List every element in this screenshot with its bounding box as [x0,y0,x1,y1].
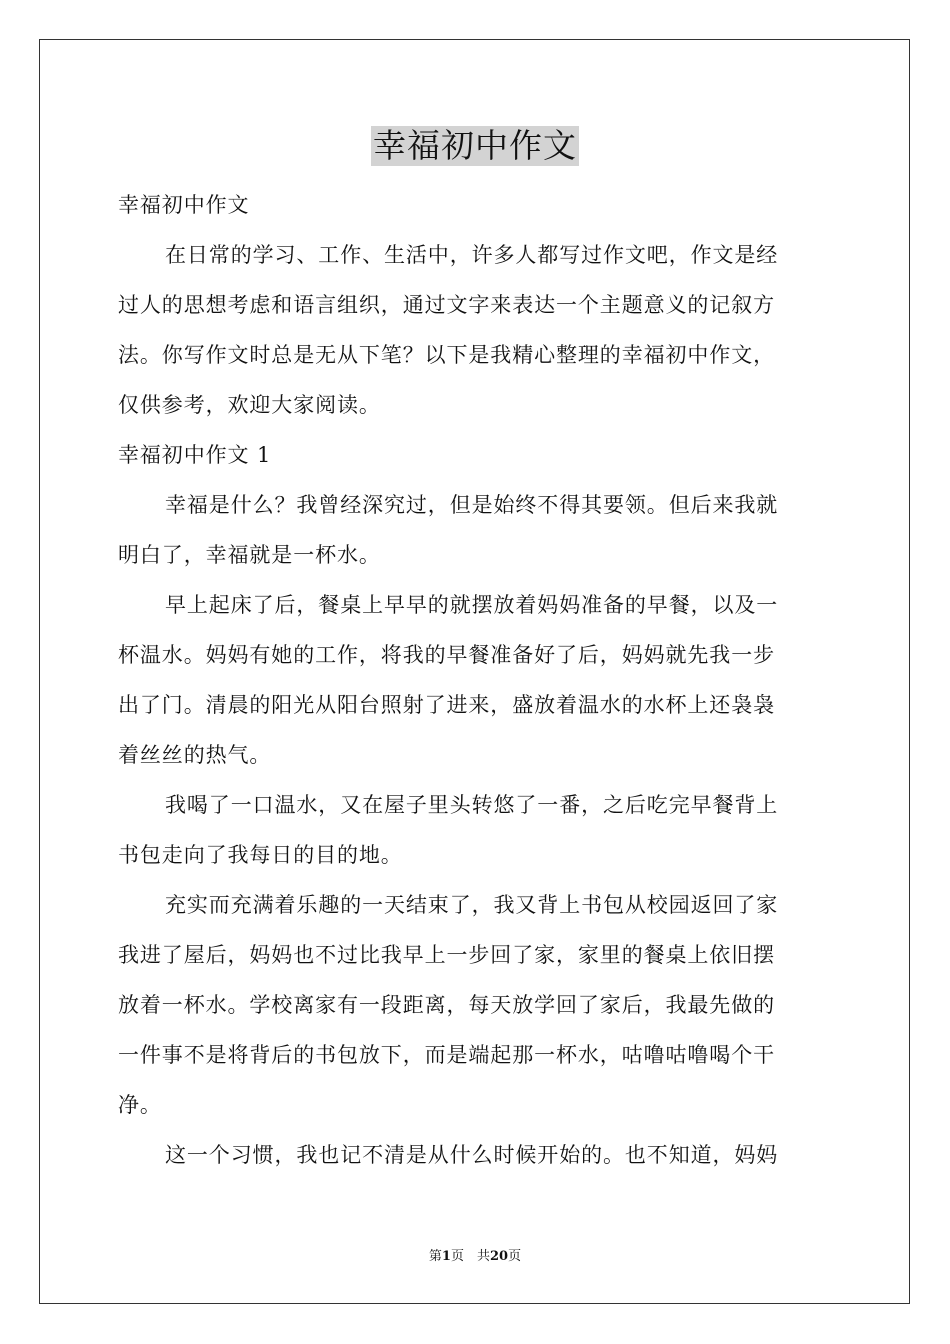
text-line: 仅供参考，欢迎大家阅读。 [118,393,381,417]
text-line: 早上起床了后，餐桌上早早的就摆放着妈妈准备的早餐，以及一 [165,593,779,617]
text-line: 杯温水。妈妈有她的工作，将我的早餐准备好了后，妈妈就先我一步 [118,643,775,667]
page-footer [0,1248,950,1266]
footer-page-suffix: 页 [508,1249,522,1264]
document-body [118,180,838,1180]
text-line: 一件事不是将背后的书包放下，而是端起那一杯水，咕噜咕噜喝个干 [118,1043,775,1067]
text-line: 幸福初中作文 [118,193,250,217]
footer-page-prefix: 第 [428,1249,442,1264]
footer-page-mid: 页 共 [450,1249,490,1264]
text-line: 我进了屋后，妈妈也不过比我早上一步回了家，家里的餐桌上依旧摆 [118,943,775,967]
text-line: 净。 [118,1093,162,1117]
text-line: 法。你写作文时总是无从下笔？以下是我精心整理的幸福初中作文， [118,343,775,367]
text-line: 在日常的学习、工作、生活中，许多人都写过作文吧，作文是经 [165,243,779,267]
text-line: 幸福是什么？我曾经深究过，但是始终不得其要领。但后来我就 [165,493,779,517]
text-line: 充实而充满着乐趣的一天结束了，我又背上书包从校园返回了家 [165,893,779,917]
text-line: 我喝了一口温水，又在屋子里头转悠了一番，之后吃完早餐背上 [165,793,779,817]
footer-current-page: 1 [441,1249,451,1264]
text-line: 出了门。清晨的阳光从阳台照射了进来，盛放着温水的水杯上还袅袅 [118,693,775,717]
text-line: 着丝丝的热气。 [118,743,272,767]
title-area [0,126,950,166]
text-line: 书包走向了我每日的目的地。 [118,843,403,867]
text-line: 幸福初中作文 1 [118,443,272,467]
footer-total-pages: 20 [489,1249,509,1264]
document-title: 幸福初中作文 [373,126,577,165]
text-line: 这一个习惯，我也记不清是从什么时候开始的。也不知道，妈妈 [165,1143,779,1167]
text-line: 明白了，幸福就是一杯水。 [118,543,381,567]
text-line: 放着一杯水。学校离家有一段距离，每天放学回了家后，我最先做的 [118,993,775,1017]
text-line: 过人的思想考虑和语言组织，通过文字来表达一个主题意义的记叙方 [118,293,775,317]
